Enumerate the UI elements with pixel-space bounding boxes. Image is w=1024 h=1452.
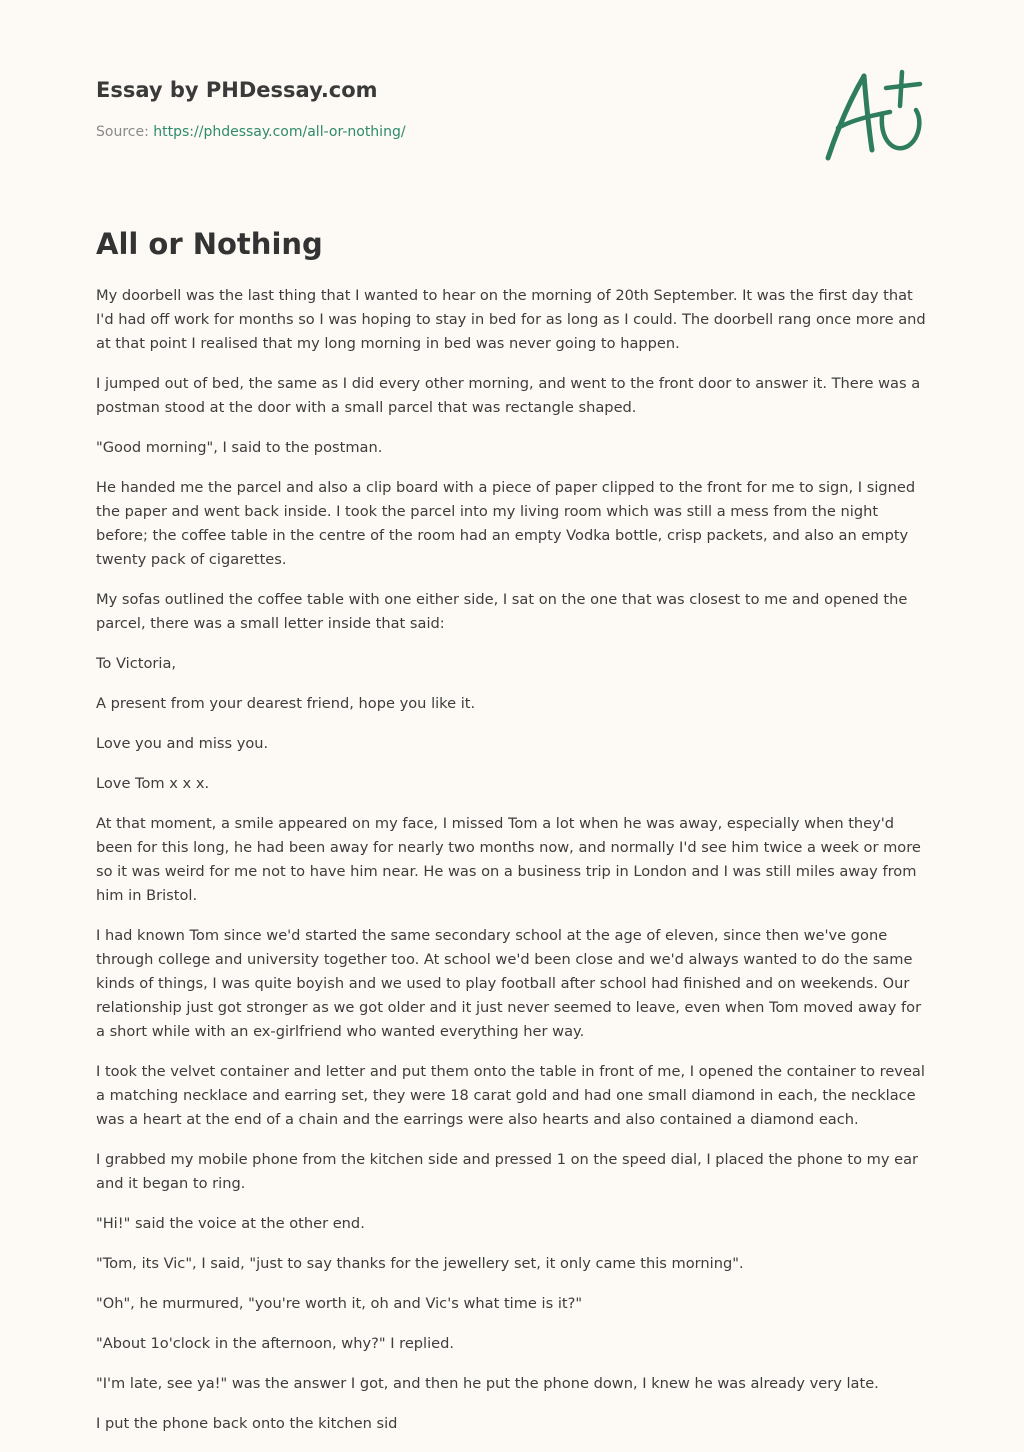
essay-paragraph: "About 1o'clock in the afternoon, why?" I replied. xyxy=(96,1335,455,1352)
essay-paragraph: At that moment, a smile appeared on my face, I missed Tom a lot when he was away, especially when they'd been for this long, he had been away for nearly two months now, and normally I'd see him twice a week or more so it was weird for me not to have him near. He was on a business trip in London and I was still miles away from him in Bristol. xyxy=(96,815,921,904)
essay-paragraph: My doorbell was the last thing that I wanted to hear on the morning of 20th September. It was the first day that I'd had off work for months so I was hoping to stay in bed for as long as I could. The doorbell rang once more and at that point I realised that my long morning in bed was never going to happen. xyxy=(96,287,926,352)
essay-body xyxy=(96,284,930,1452)
essay-paragraph: I had known Tom since we'd started the same secondary school at the age of eleven, since then we've gone through college and university together too. At school we'd been close and we'd always wanted to do the same kinds of things, I was quite boyish and we used to play football after school had finished and on weekends. Our relationship just got stronger as we got older and it just never seemed to leave, even when Tom moved away for a short while with an ex-girlfriend who wanted everything her way. xyxy=(96,927,922,1040)
page-header xyxy=(96,74,796,142)
essay-paragraph: He handed me the parcel and also a clip board with a piece of paper clipped to the front for me to sign, I signed the paper and went back inside. I took the parcel into my living room which was still a mess from the night before; the coffee table in the centre of the room had an empty Vodka bottle, crisp packets, and also an empty twenty pack of cigarettes. xyxy=(96,479,916,568)
essay-paragraph: A present from your dearest friend, hope you like it. xyxy=(96,695,476,712)
a-plus-logo-icon xyxy=(820,66,930,166)
essay-paragraph: To Victoria, xyxy=(96,655,177,672)
site-title: Essay by PHDessay.com xyxy=(96,78,378,102)
essay-paragraph: I grabbed my mobile phone from the kitchen side and pressed 1 on the speed dial, I placed the phone to my ear and it began to ring. xyxy=(96,1151,919,1192)
essay-paragraph: "Hi!" said the voice at the other end. xyxy=(96,1215,365,1232)
essay-paragraph: I took the velvet container and letter and put them onto the table in front of me, I opened the container to reveal a matching necklace and earring set, they were 18 carat gold and had one small diamond in each, the necklace was a heart at the end of a chain and the earrings were also hearts and also contained a diamond each. xyxy=(96,1063,925,1128)
essay-paragraph: My sofas outlined the coffee table with one either side, I sat on the one that was closest to me and opened the parcel, there was a small letter inside that said: xyxy=(96,591,908,632)
essay-paragraph: Love Tom x x x. xyxy=(96,775,210,792)
source-label: Source: xyxy=(96,124,154,140)
essay-title: All or Nothing xyxy=(96,227,323,261)
essay-paragraph: Love you and miss you. xyxy=(96,735,269,752)
essay-paragraph: "I'm late, see ya!" was the answer I got, and then he put the phone down, I knew he was already very late. xyxy=(96,1375,879,1392)
source-line xyxy=(96,122,796,142)
essay-paragraph: I jumped out of bed, the same as I did every other morning, and went to the front door to answer it. There was a postman stood at the door with a small parcel that was rectangle shaped. xyxy=(96,375,921,416)
essay-paragraph: "Good morning", I said to the postman. xyxy=(96,439,383,456)
source-link[interactable]: https://phdessay.com/all-or-nothing/ xyxy=(153,124,406,140)
essay-paragraph: I put the phone back onto the kitchen sid xyxy=(96,1415,398,1432)
essay-paragraph: "Tom, its Vic", I said, "just to say thanks for the jewellery set, it only came this morning". xyxy=(96,1255,744,1272)
essay-paragraph: "Oh", he murmured, "you're worth it, oh and Vic's what time is it?" xyxy=(96,1295,583,1312)
